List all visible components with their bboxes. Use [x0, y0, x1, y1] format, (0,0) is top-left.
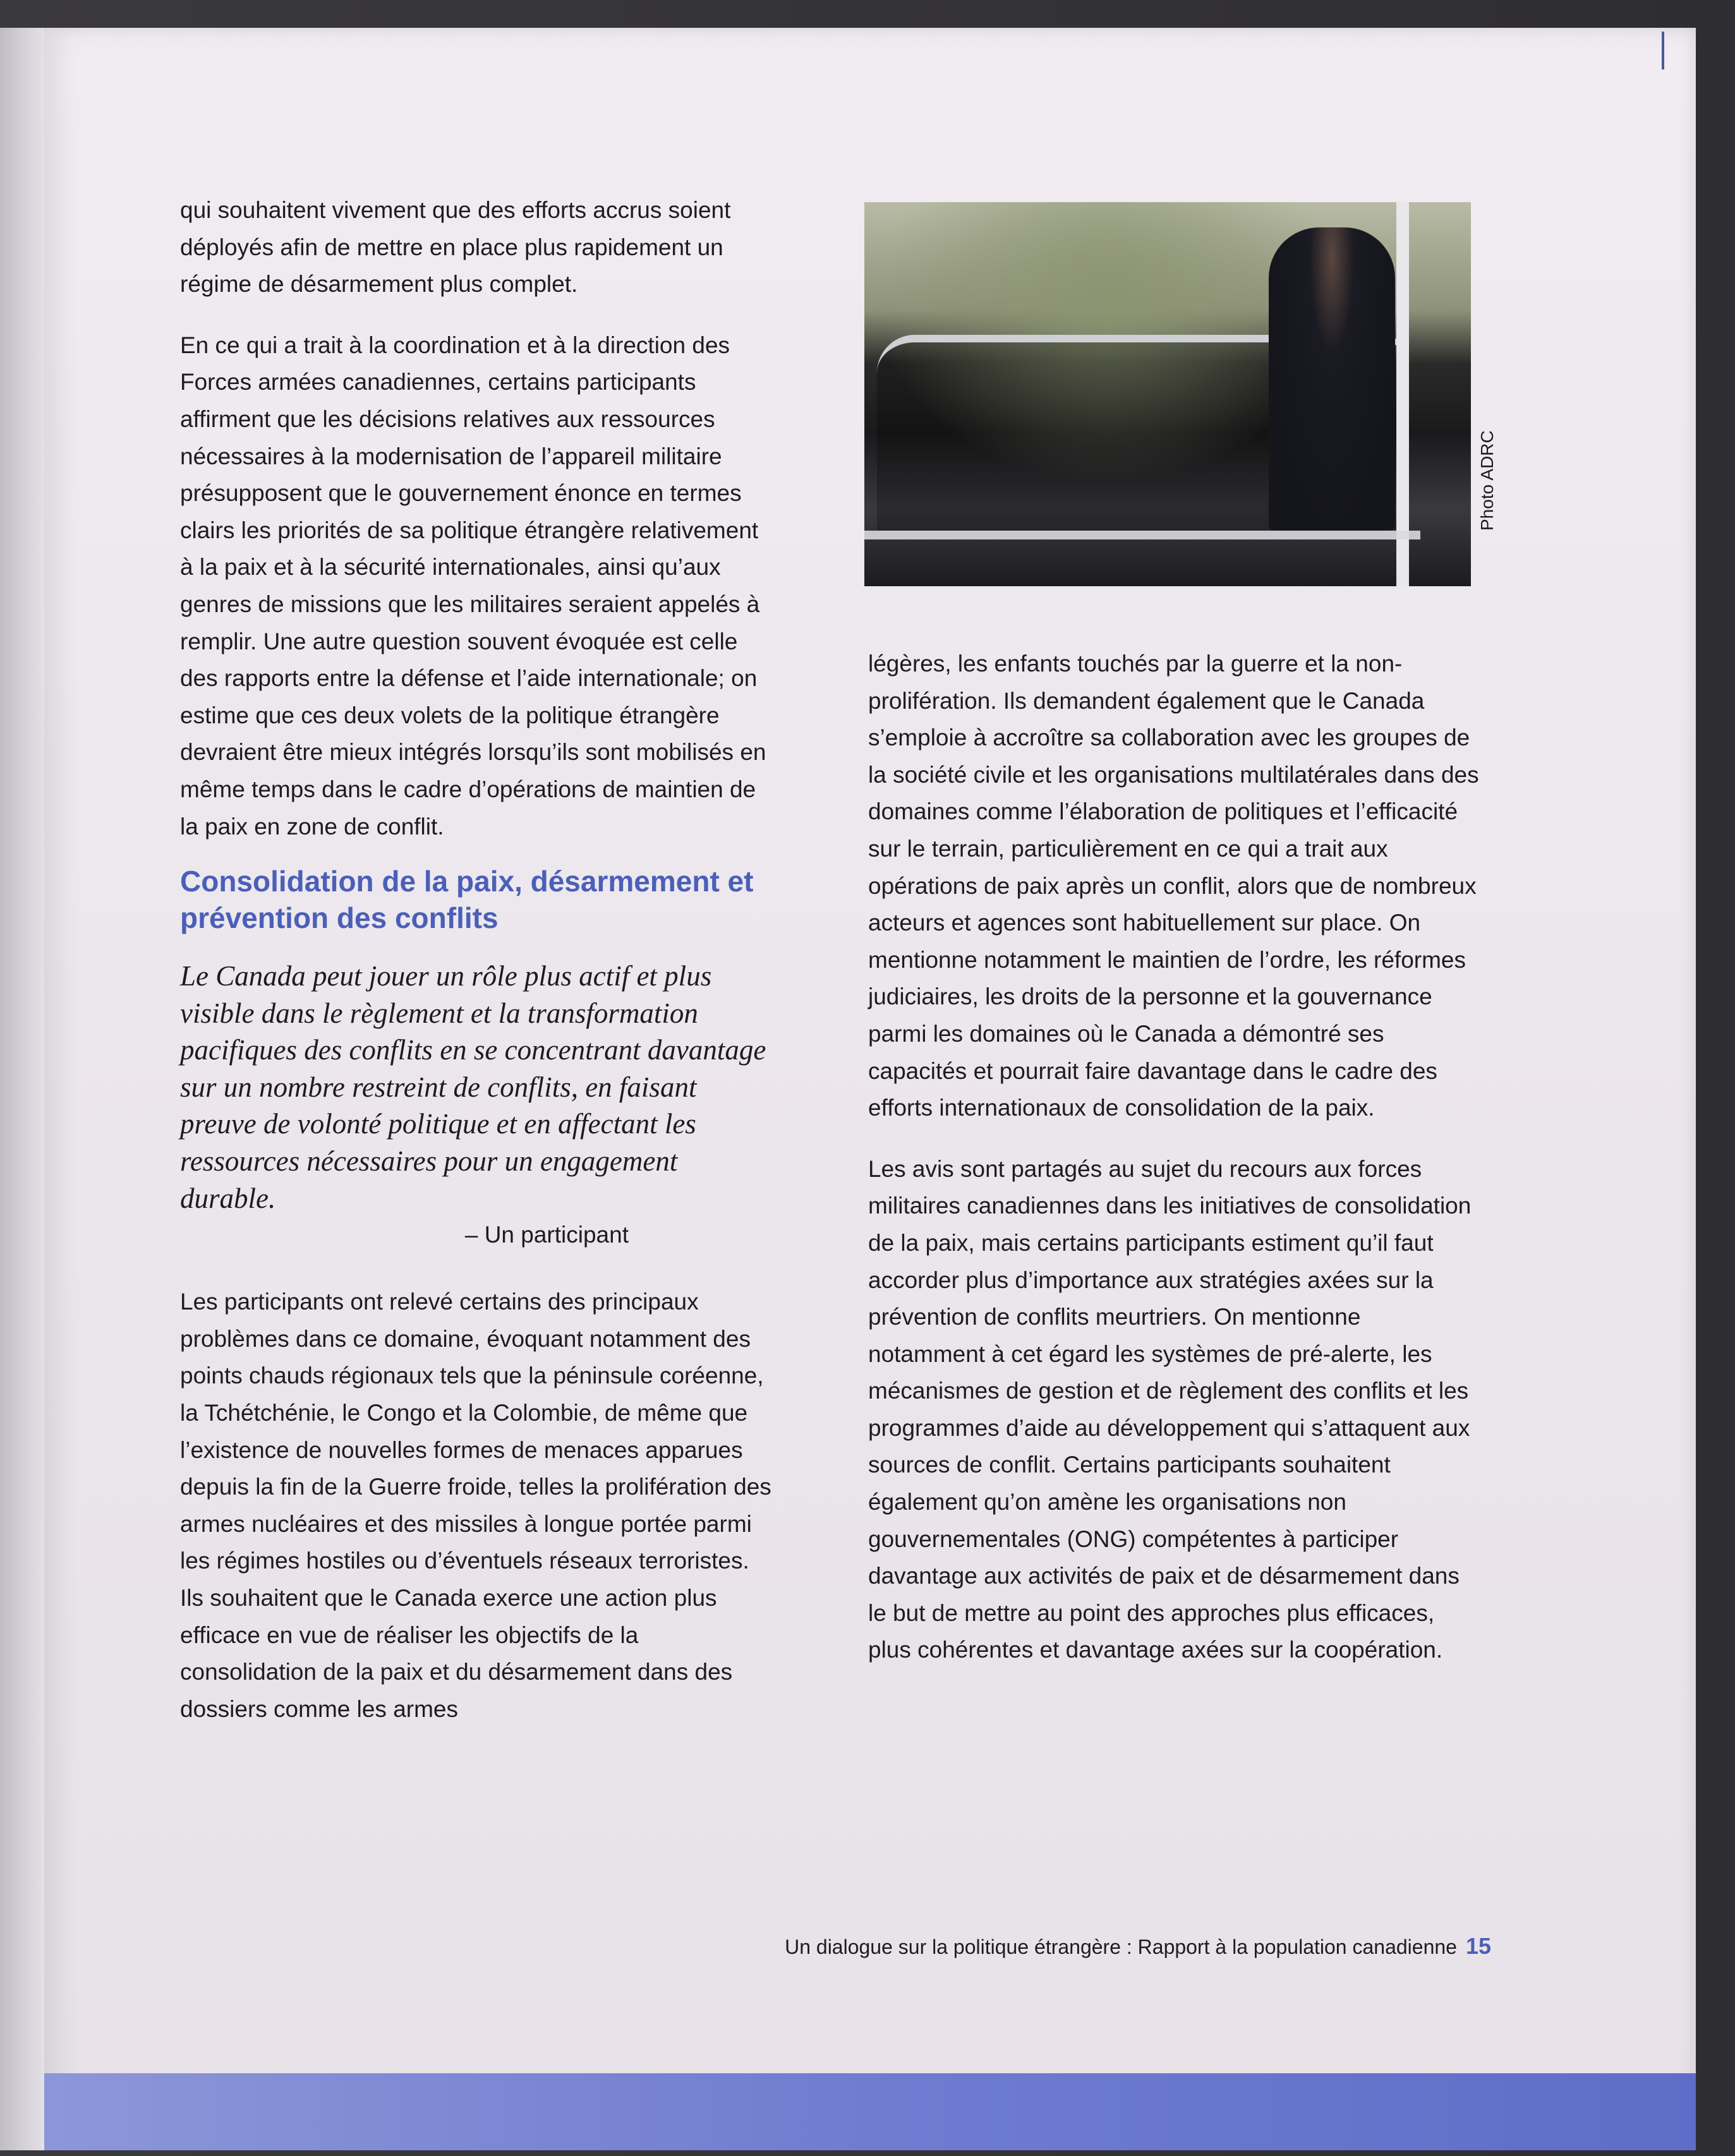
paragraph: légères, les enfants touchés par la guerre et la non-prolifération. Ils demandent également que le Canada s’emploie à accroître sa collaboration avec les groupes de la société civile et les organisations multilatérales dans des domaines comme l’élaboration de politiques et l’efficacité sur le terrain, particulièrement en ce qui a trait aux opérations de paix après un conflit, alors que de nombreux acteurs et agences sont habituellement sur place. On mentionne notamment le maintien de l’ordre, les réformes judiciaires, les droits de la personne et la gouvernance parmi les domaines où le Canada a démontré ses capacités et pourrait faire davantage dans le cadre des efforts internationaux de consolidation de la paix. [868, 651, 1479, 1121]
officer-figure-shape [1269, 227, 1395, 531]
page-footer [739, 1932, 1491, 1961]
paragraph: Les avis sont partagés au sujet du recours aux forces militaires canadiennes dans les initiatives de consolidation de la paix, mais certains participants estiment qu’il faut accorder plus d’importance aux stratégies axées sur la prévention de conflits meurtriers. On mentionne notamment à cet égard les systèmes de pré-alerte, les mécanismes de gestion et de règlement des conflits et les programmes d’aide au développement qui s’attaquent aux sources de conflit. Certains participants souhaitent également qu’on amène les organisations non gouvernementales (ONG) compétentes à participer davantage aux activités de paix et de désarmement dans le but de mettre au point des approches plus efficaces, plus cohérentes et davantage axées sur la coopération. [868, 1155, 1472, 1663]
paragraph: qui souhaitent vivement que des efforts accrus soient déployés afin de mettre en place plus rapidement un régime de désarmement plus complet. [180, 197, 731, 298]
footer-title: Un dialogue sur la politique étrangère : Rapport à la population canadienne [785, 1936, 1457, 1958]
bottom-color-band [44, 2073, 1696, 2150]
photo-border-checkpoint [864, 202, 1471, 586]
paragraph: Les participants ont relevé certains des principaux problèmes dans ce domaine, évoquant notamment des points chauds régionaux tels que la péninsule coréenne, la Tchétchénie, le Congo et la Colombie, de même que l’existence de nouvelles formes de menaces apparues depuis la fin de la Guerre froide, telles la prolifération des armes nucléaires et des missiles à longue portée parmi les régimes hostiles ou d’éventuels réseaux terroristes. Ils souhaitent que le Canada exerce une action plus efficace en vue de réaliser les objectifs de la consolidation de la paix et du désarmement dans des dossiers comme les armes [180, 1289, 771, 1722]
photo-post-shape [1396, 202, 1409, 586]
page-number: 15 [1465, 1933, 1491, 1959]
section-heading: Consolidation de la paix, désarmement et prévention des conflits [180, 865, 754, 935]
left-column [180, 192, 777, 1728]
pull-quote: Le Canada peut jouer un rôle plus actif et plus visible dans le règlement et la transformation pacifiques des conflits en se concentrant davantage sur un nombre restreint de conflits, en faisant preuve de volonté politique et en affectant les ressources nécessaires pour un engagement durable. [180, 960, 766, 1214]
paragraph: En ce qui a trait à la coordination et à la direction des Forces armées canadiennes, certains participants affirment que les décisions relatives aux ressources nécessaires à la modernisation de l’appareil militaire présupposent que le gouvernement énonce en termes clairs les priorités de sa politique étrangère relativement à la paix et à la sécurité internationales, ainsi qu’aux genres de missions que les militaires seraient appelés à remplir. Une autre question souvent évoquée est celle des rapports entre la défense et l’aide internationale; on estime que ces deux volets de la politique étrangère devraient être mieux intégrés lorsqu’ils sont mobilisés en même temps dans le cadre d’opérations de maintien de la paix en zone de conflit. [180, 332, 766, 840]
binding-fold [0, 28, 44, 2150]
edge-mark [1662, 32, 1664, 69]
quote-attribution: – Un participant [464, 1222, 629, 1248]
right-column [868, 646, 1481, 1669]
photo-glare-shape [864, 531, 1420, 539]
photo-credit: Photo ADRC [1477, 430, 1497, 531]
